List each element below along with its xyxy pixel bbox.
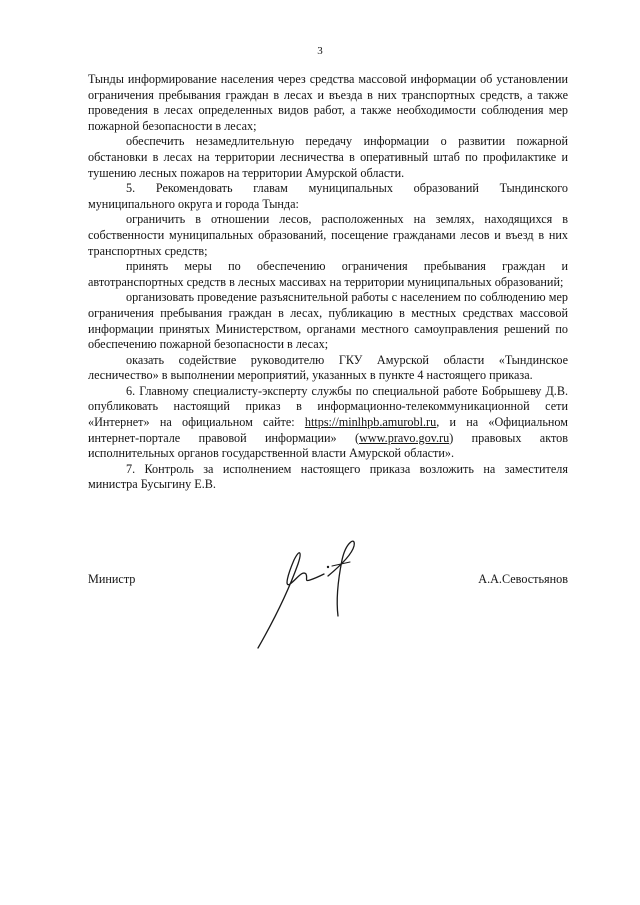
paragraph: принять меры по обеспечению ограничения пребывания граждан и автотранспортных средств в лесных массивах на территории муниципальных образований; [88, 259, 568, 289]
paragraph: ограничить в отношении лесов, расположенных на землях, находящихся в собственности муниципальных образований, посещение гражданами лесов и въезд в них транспортных средств; [88, 212, 568, 258]
ministry-website-link[interactable]: https://minlhpb.amurobl.ru [304, 415, 437, 430]
paragraph: обеспечить незамедлительную передачу информации о развитии пожарной обстановки в лесах на территории лесничества в оперативный штаб по профилактике и тушению лесных пожаров на территории Амурской области. [88, 134, 568, 180]
signer-name: А.А.Севостьянов [478, 572, 568, 586]
signature-block [88, 572, 568, 592]
paragraph: оказать содействие руководителю ГКУ Амурской области «Тындинское лесничество» в выполнении мероприятий, указанных в пункте 4 настоящего приказа. [88, 352, 568, 383]
pravo-portal-link[interactable]: www.pravo.gov.ru [359, 430, 450, 445]
signer-title: Министр [88, 572, 136, 586]
document-body [88, 72, 568, 493]
page-number: 3 [317, 45, 323, 57]
paragraph-text: 6. Главному специалисту-эксперту службы по специальной работе Бобрышеву Д.В. опубликовать настоящий приказ в информационно-телекоммуникационной сети «Интернет» на официальном сайте: [88, 383, 568, 430]
paragraph: Тынды информирование населения через средства массовой информации об установлении ограничения пребывания граждан в лесах и въезда в них транспортных средств, а также проведения в лесах определенных видов работ, а также необходимости соблюдения мер пожарной безопасности в лесах; [88, 72, 568, 133]
paragraph-item-7: 7. Контроль за исполнением настоящего приказа возложить на заместителя министра Бусыгину Е.В. [88, 461, 568, 492]
paragraph-item-5: 5. Рекомендовать главам муниципальных образований Тындинского муниципального округа и города Тында: [88, 181, 568, 211]
paragraph-item-6 [88, 384, 568, 462]
paragraph: организовать проведение разъяснительной работы с населением по соблюдению мер ограничения пребывания граждан в лесах, публикацию в местных средствах массовой информации принятых Министерством, органами местного самоуправления решений по обеспечению пожарной безопасности в лесах; [88, 290, 568, 352]
paragraph-text: ) правовых актов исполнительных органов государственной власти Амурской области». [88, 430, 568, 461]
paragraph-text: , и на «Официальном интернет-портале правовой информации» ( [88, 415, 569, 445]
